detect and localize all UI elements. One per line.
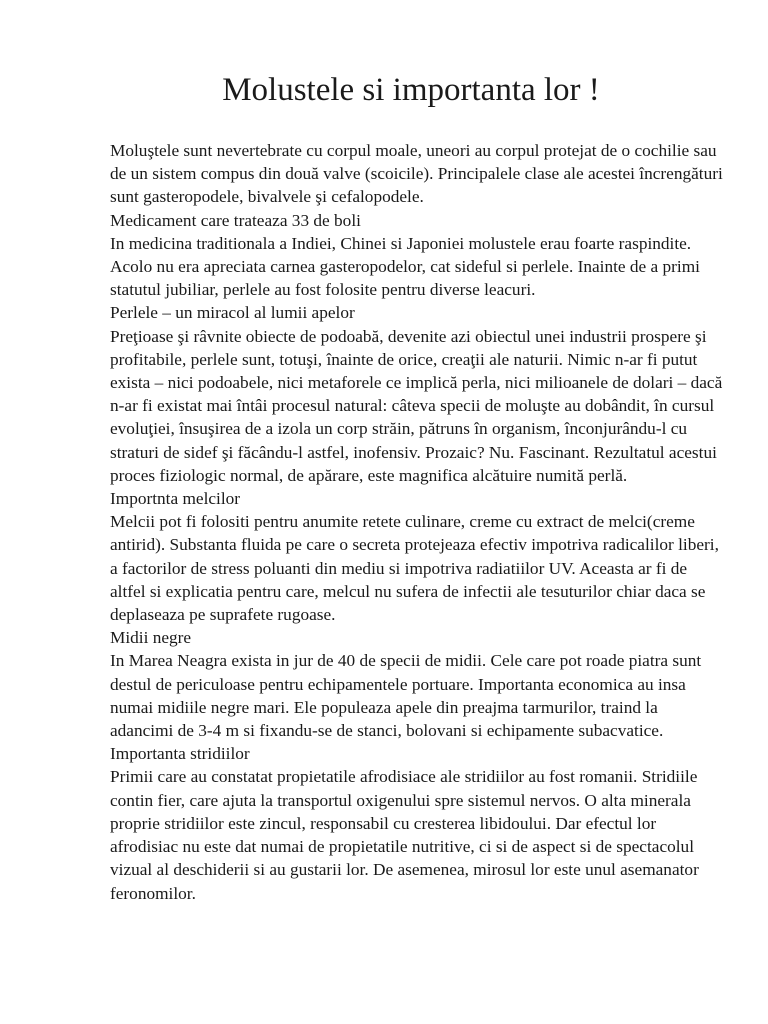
heading-stridii: Importanta stridiilor <box>110 744 250 764</box>
paragraph-perle: Preţioase şi râvnite obiecte de podoabă, devenite azi obiectul unei industrii prospere şi profitabile, perlele sunt, totuşi, înainte de orice, creaţii ale naturii. Nimic n-ar fi putut exista – nici podoabele, nici metaforele ce implică perla, nici milioanele de dolari – dacă n-ar fi existat mai întâi procesul natural: câteva specii de moluşte au dobândit, în cursul evoluţiei, însuşirea de a izola un corp străin, pătruns în organism, înconjurându-l cu straturi de sidef şi făcându-l astfel, inofensiv. Prozaic? Nu. Fascinant. Rezultatul acestui proces fiziologic normal, de apărare, este magnifica alcătuire numită perlă. <box>110 326 723 485</box>
heading-midii: Midii negre <box>110 628 192 648</box>
paragraph-melci: Melcii pot fi folositi pentru anumite retete culinare, creme cu extract de melci(creme antirid). Substanta fluida pe care o secreta protejeaza efectiv impotriva radicalilor liberi, a factorilor de stress poluanti din mediu si impotriva radiatiilor UV. Aceasta ar fi de altfel si explicatia pentru care, melcul nu sufera de infectii ale tesuturilor chiar daca se deplaseaza pe suprafete rugoase. <box>110 512 719 625</box>
paragraph-midii: In Marea Neagra exista in jur de 40 de specii de midii. Cele care pot roade piatra sunt destul de periculoase pentru echipamentele portuare. Importanta economica au insa numai midiile negre mari. Ele populeaza apele din preajma tarmurilor, traind la adancimi de 3-4 m si fixandu-se de stanci, bolovani si echipamente subacvatice. <box>110 651 702 741</box>
document-title: Molustele si importanta lor ! <box>222 72 600 108</box>
paragraph-stridii: Primii care au constatat propietatile afrodisiace ale stridiilor au fost romanii. Stridiile contin fier, care ajuta la transportul oxigenului spre sistemul nervos. O alta minerala proprie stridiilor este zincul, responsabil cu cresterea libidoului. Dar efectul lor afrodisiac nu este dat numai de propietatile nutritive, ci si de aspect si de spectacolul vizual al deschiderii si au gustarii lor. De asemenea, mirosul lor este unul asemanator feronomilor. <box>110 767 699 903</box>
paragraph-medicina: In medicina traditionala a Indiei, Chinei si Japoniei molustele erau foarte raspindite. Acolo nu era apreciata carnea gasteropodelor, cat sideful si perlele. Inainte de a primi statutul jubiliar, perlele au fost folosite pentru diverse leacuri. <box>110 233 700 300</box>
heading-melci: Importnta melcilor <box>110 489 241 509</box>
paragraph-intro: Moluştele sunt nevertebrate cu corpul moale, uneori au corpul protejat de o cochilie sau de un sistem compus din două valve (scoicile). Principalele clase ale acestei încrengături sunt gasteropodele, bivalvele şi cefalopodele. <box>110 141 723 207</box>
document-body <box>110 139 725 905</box>
heading-perlele: Perlele – un miracol al lumii apelor <box>110 303 355 323</box>
heading-medicament: Medicament care trateaza 33 de boli <box>110 210 361 230</box>
